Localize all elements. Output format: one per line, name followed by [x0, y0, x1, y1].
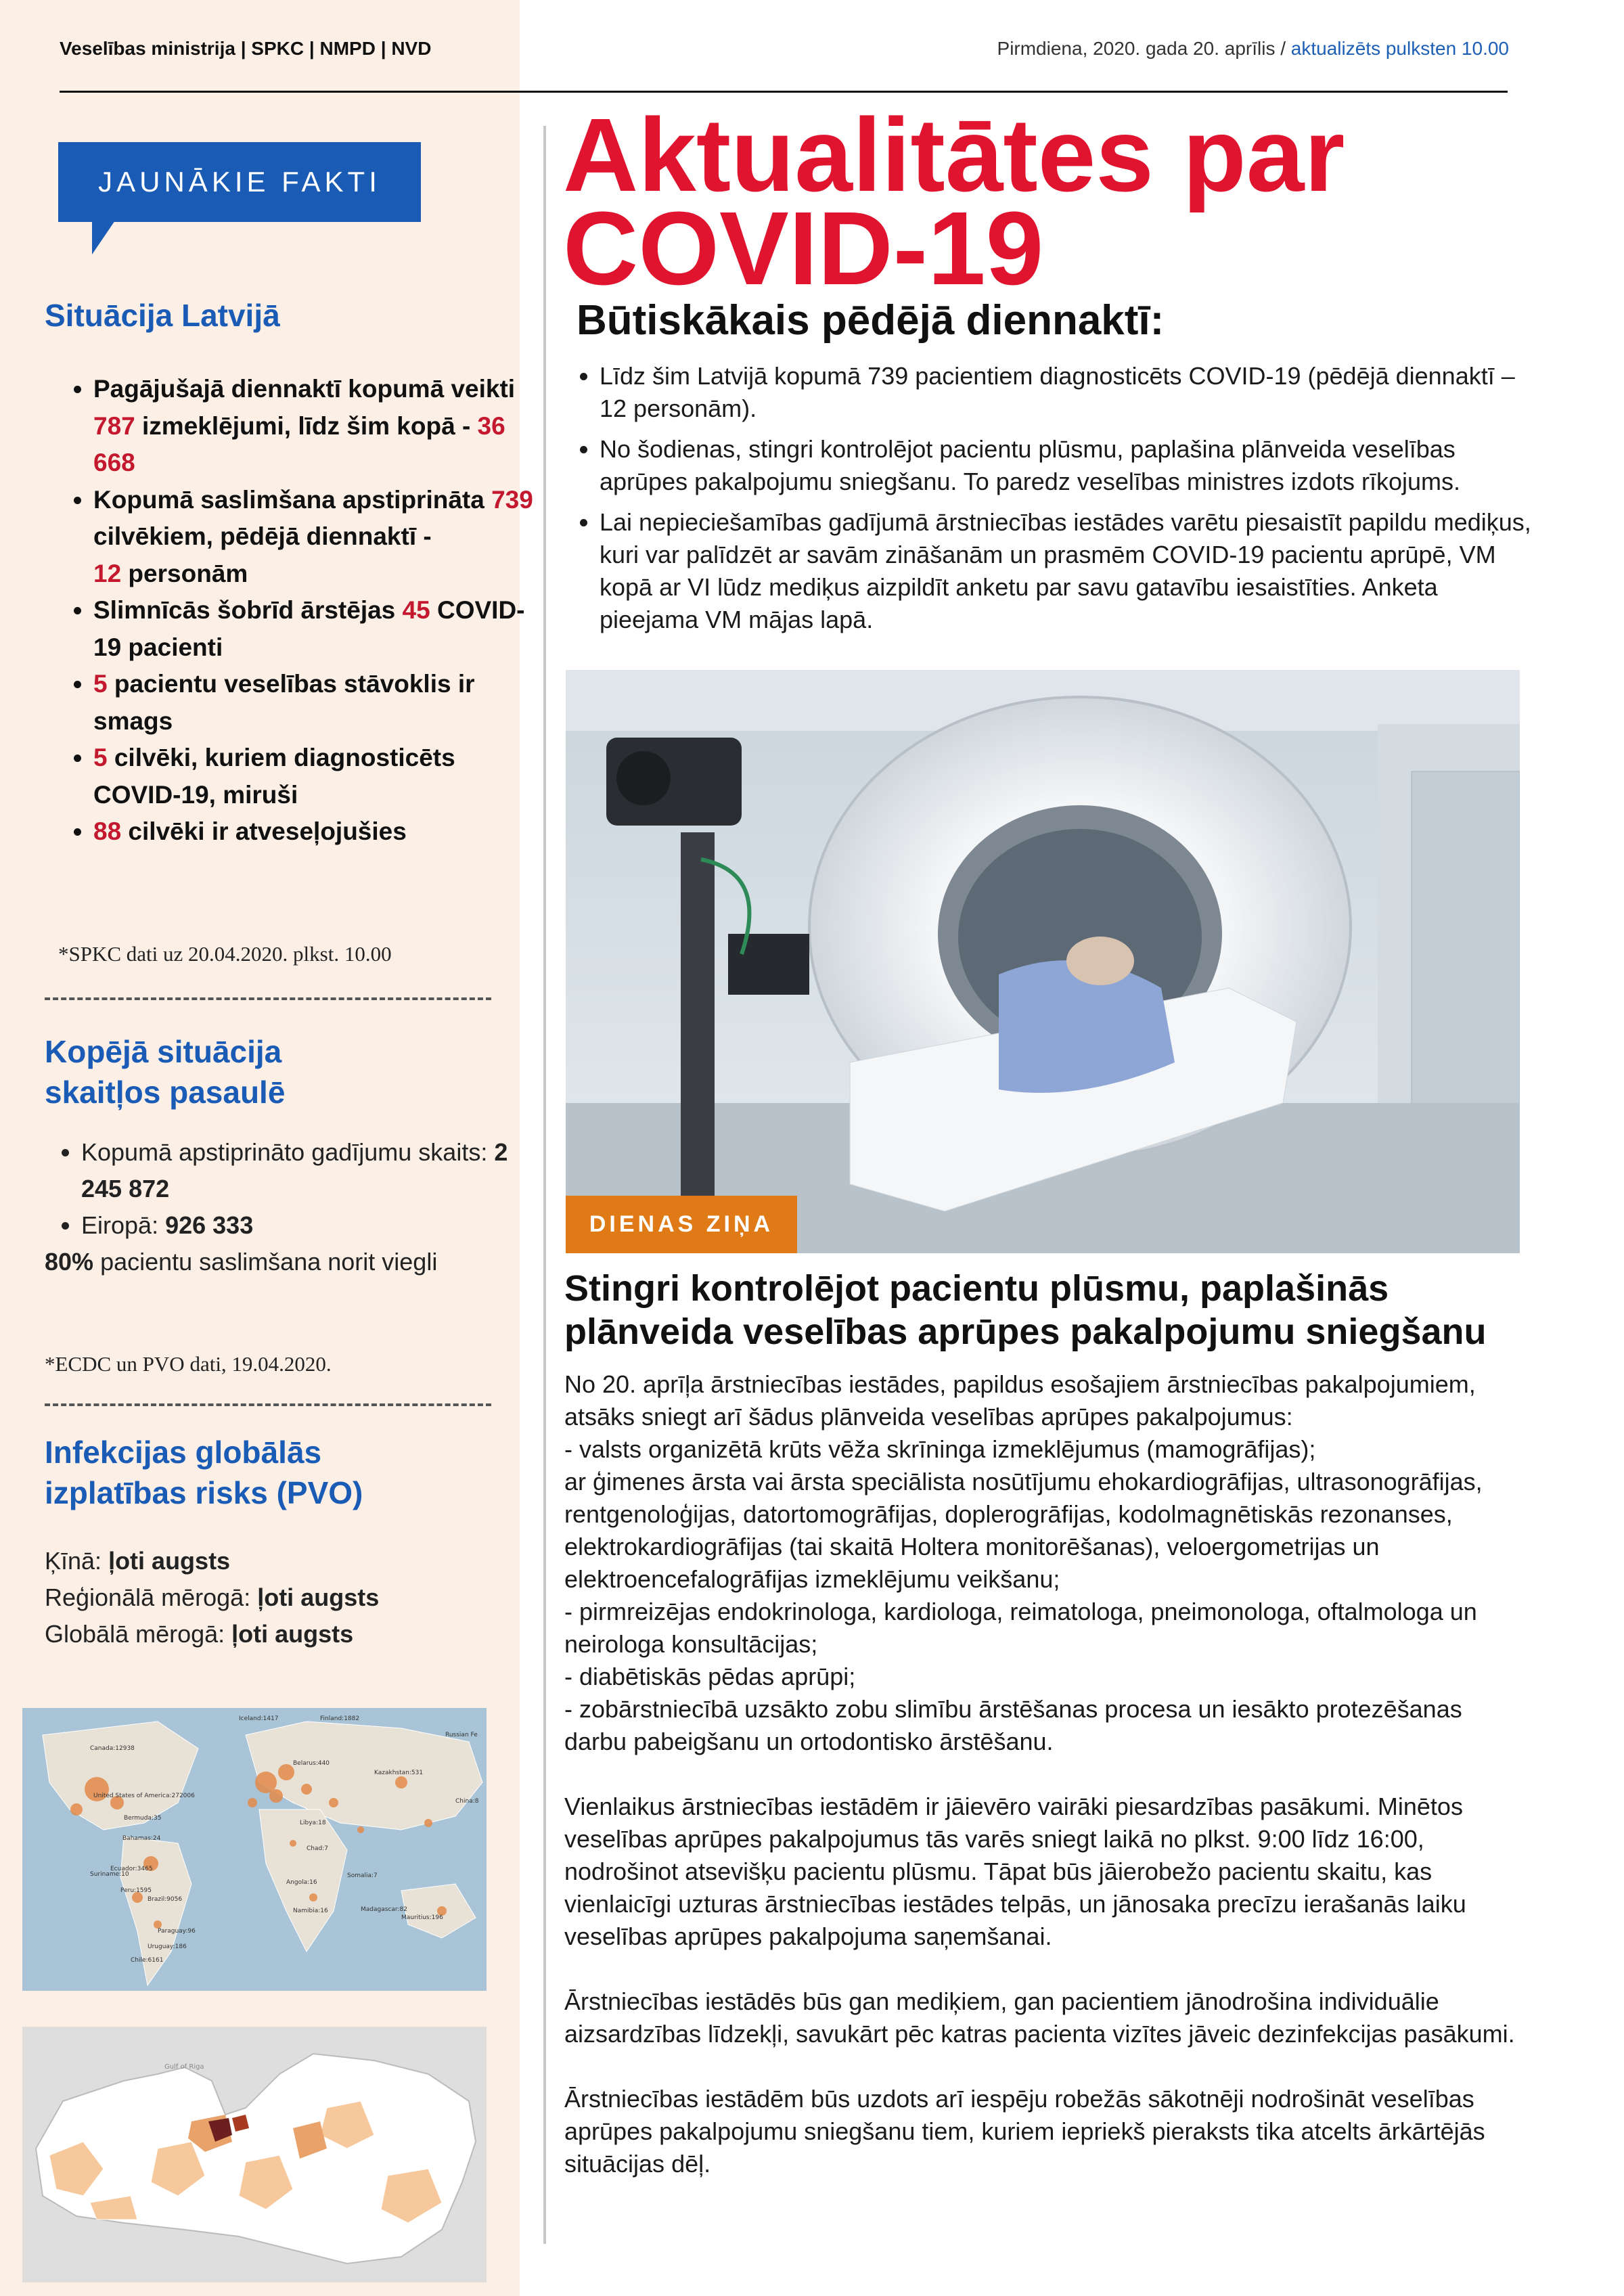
map-label: Libya:18	[300, 1820, 326, 1826]
map-label: Angola:16	[286, 1879, 317, 1886]
latvia-section-title: Situācija Latvijā	[45, 298, 280, 333]
date-text: Pirmdiena, 2020. gada 20. aprīlis	[997, 38, 1276, 59]
map-label: Finland:1882	[320, 1715, 360, 1722]
map-label: Kazakhstan:531	[374, 1770, 424, 1776]
world-stats-list	[45, 1134, 528, 1244]
risk-section-title: Infekcijas globālās izplatības risks (PVO)	[45, 1435, 363, 1510]
dashed-divider	[45, 1403, 491, 1406]
list-item: • 5 cilvēki, kuriem diagnosticēts COVID-19, miruši	[93, 740, 540, 813]
map-label: Peru:1595	[120, 1887, 152, 1894]
story-paragraph: Ārstniecības iestādēs būs gan mediķiem, gan pacientiem jānodrošina individuālie aizsardzības līdzekļi, savukārt pēc katras pacienta vizītes jāveic dezinfekcijas pasākumi.	[564, 1987, 1515, 2048]
map-label: Belarus:440	[293, 1760, 330, 1767]
map-label: Somalia:7	[347, 1872, 378, 1879]
map-label: Madagascar:82	[361, 1906, 407, 1913]
world-section-title: Kopējā situācija skaitļos pasaulē	[45, 1034, 286, 1110]
map-label: Bahamas:24	[122, 1835, 161, 1842]
list-item: • Līdz šim Latvijā kopumā 739 pacientiem diagnosticēts COVID-19 (pēdējā diennaktī – 12 personām).	[600, 360, 1533, 425]
story-paragraph: No 20. aprīļa ārstniecības iestādes, papildus esošajiem ārstniecības pakalpojumiem, atsāks sniegt arī šādus plānveida veselības aprūpes pakalpojumus:	[564, 1370, 1476, 1431]
page-title: Aktualitātes par COVID-19	[563, 97, 1345, 307]
map-label: Mauritius:196	[401, 1914, 443, 1921]
story-title: Stingri kontrolējot pacientu plūsmu, paplašinās plānveida veselības aprūpes pakalpojumu sniegšanu	[564, 1268, 1487, 1352]
latvia-facts-list	[45, 371, 540, 851]
story-paragraph: - valsts organizētā krūts vēža skrīninga izmeklējumus (mamogrāfijas);	[564, 1435, 1316, 1463]
latvia-regions-map	[22, 2027, 487, 2282]
map-label: United States of America:272006	[93, 1793, 195, 1799]
map-label: Iceland:1417	[239, 1715, 279, 1722]
risk-china: Ķīnā: ļoti augsts	[45, 1547, 231, 1575]
list-item: • Slimnīcās šobrīd ārstējas 45 COVID-19 pacienti	[93, 592, 540, 666]
map-label: Paraguay:96	[158, 1928, 196, 1935]
dashed-divider	[45, 997, 491, 1000]
ecdc-source-note: *ECDC un PVO dati, 19.04.2020.	[45, 1352, 332, 1376]
map-label: Chad:7	[307, 1845, 328, 1852]
map-label: Russian Fe	[445, 1732, 478, 1738]
story-paragraph: Ārstniecības iestādēm būs uzdots arī iespēju robežās sākotnēji nodrošināt veselības aprūpes pakalpojumu sniegšanu tiem, kuriem iepriekš pieraksts tika atcelts ārkārtējās situācijas dēļ.	[564, 2085, 1485, 2178]
world-spread-map	[22, 1708, 487, 1991]
map-label: Gulf of Riga	[164, 2063, 204, 2071]
column-divider	[543, 126, 546, 2244]
story-paragraph: ar ģimenes ārsta vai ārsta speciālista nosūtījumu ehokardiogrāfijas, ultrasonogrāfijas, rentgenoloģijas, datortomogrāfijas, doplerogrāfijas, kodolmagnētiskās rezonanses, elektrokardiogrāfijas (tai skaitā Holtera monitorēšanas), veloergometrijas un elektroencefalogrāfijas izmeklējumu veikšanu;	[564, 1468, 1483, 1593]
list-item: • Kopumā saslimšana apstiprināta 739 cilvēkiem, pēdējā diennaktī - 12 personām	[93, 482, 540, 593]
risk-global: Globālā mērogā: ļoti augsts	[45, 1620, 354, 1648]
story-paragraph: - pirmreizējas endokrinologa, kardiologa, reimatologa, pneimonologa, oftalmologa un neirologa konsultācijas;	[564, 1598, 1477, 1658]
facts-label-box: JAUNĀKIE FAKTI	[58, 142, 421, 222]
list-item: • Eiropā: 926 333	[81, 1207, 528, 1244]
map-label: Bermuda:35	[124, 1815, 162, 1822]
key-points-heading: Būtiskākais pēdējā diennaktī:	[577, 297, 1165, 344]
map-label: Suriname:10	[90, 1871, 129, 1878]
ct-scanner-photo	[566, 670, 1520, 1253]
list-item: • Pagājušajā diennaktī kopumā veikti 787 izmeklējumi, līdz šim kopā - 36 668	[93, 371, 540, 482]
updated-time: aktualizēts pulksten 10.00	[1290, 38, 1509, 59]
map-label: China:8	[455, 1798, 479, 1805]
spkc-source-note: *SPKC dati uz 20.04.2020. plkst. 10.00	[58, 942, 392, 966]
list-item: • 5 pacientu veselības stāvoklis ir smags	[93, 666, 540, 740]
risk-regional: Reģionālā mērogā: ļoti augsts	[45, 1583, 380, 1611]
header-date: Pirmdiena, 2020. gada 20. aprīlis / aktualizēts pulksten 10.00	[997, 38, 1509, 59]
header-divider	[60, 91, 1508, 93]
map-label: Chile:6161	[131, 1957, 164, 1964]
mild-cases-text: 80% pacientu saslimšana norit viegli	[45, 1248, 438, 1276]
map-label: Ecuador:3465	[110, 1866, 153, 1872]
list-item: • No šodienas, stingri kontrolējot pacientu plūsmu, paplašina plānveida veselības aprūpes pakalpojumu sniegšanu. To paredz veselības ministres izdots rīkojums.	[600, 433, 1533, 498]
story-body	[564, 1368, 1525, 2180]
map-label: Uruguay:186	[148, 1943, 187, 1950]
story-paragraph: - diabētiskās pēdas aprūpi;	[564, 1663, 856, 1690]
map-label: Canada:12938	[90, 1745, 135, 1752]
header-orgs: Veselības ministrija | SPKC | NMPD | NVD	[60, 38, 432, 59]
map-label: Brazil:9056	[148, 1896, 183, 1903]
speech-bubble-tail	[92, 221, 115, 254]
list-item: • Lai nepieciešamības gadījumā ārstniecības iestādes varētu piesaistīt papildu mediķus, kuri var palīdzēt ar savām zināšanām un prasmēm COVID-19 pacientu aprūpē, VM kopā ar VI lūdz mediķus aizpildīt anketu par savu gatavību iesaistīties. Anketa pieejama VM mājas lapā.	[600, 506, 1533, 636]
story-paragraph: - zobārstniecībā uzsākto zobu slimību ārstēšanas procesa un iesākto protezēšanas darbu pabeigšanu un ortodontisko ārstēšanu.	[564, 1695, 1462, 1755]
map-label: Namibia:16	[293, 1908, 328, 1914]
daily-news-badge: DIENAS ZIŅA	[566, 1196, 797, 1253]
key-points-list	[564, 360, 1533, 644]
list-item: • Kopumā apstiprināto gadījumu skaits: 2 245 872	[81, 1134, 528, 1207]
list-item: • 88 cilvēki ir atveseļojušies	[93, 813, 540, 851]
story-paragraph: Vienlaikus ārstniecības iestādēm ir jāievēro vairāki piesardzības pasākumi. Minētos veselības aprūpes pakalpojumus tās varēs sniegt laikā no plkst. 9:00 līdz 16:00, nodrošinot atsevišķu pacientu plūsmu. Tāpat būs jāierobežo pacientu skaitu, kas vienlaicīgi uzturas ārstniecības iestādes telpās, un jānosaka precīzu ierašanās laiku veselības aprūpes pakalpojuma saņemšanai.	[564, 1793, 1466, 1950]
